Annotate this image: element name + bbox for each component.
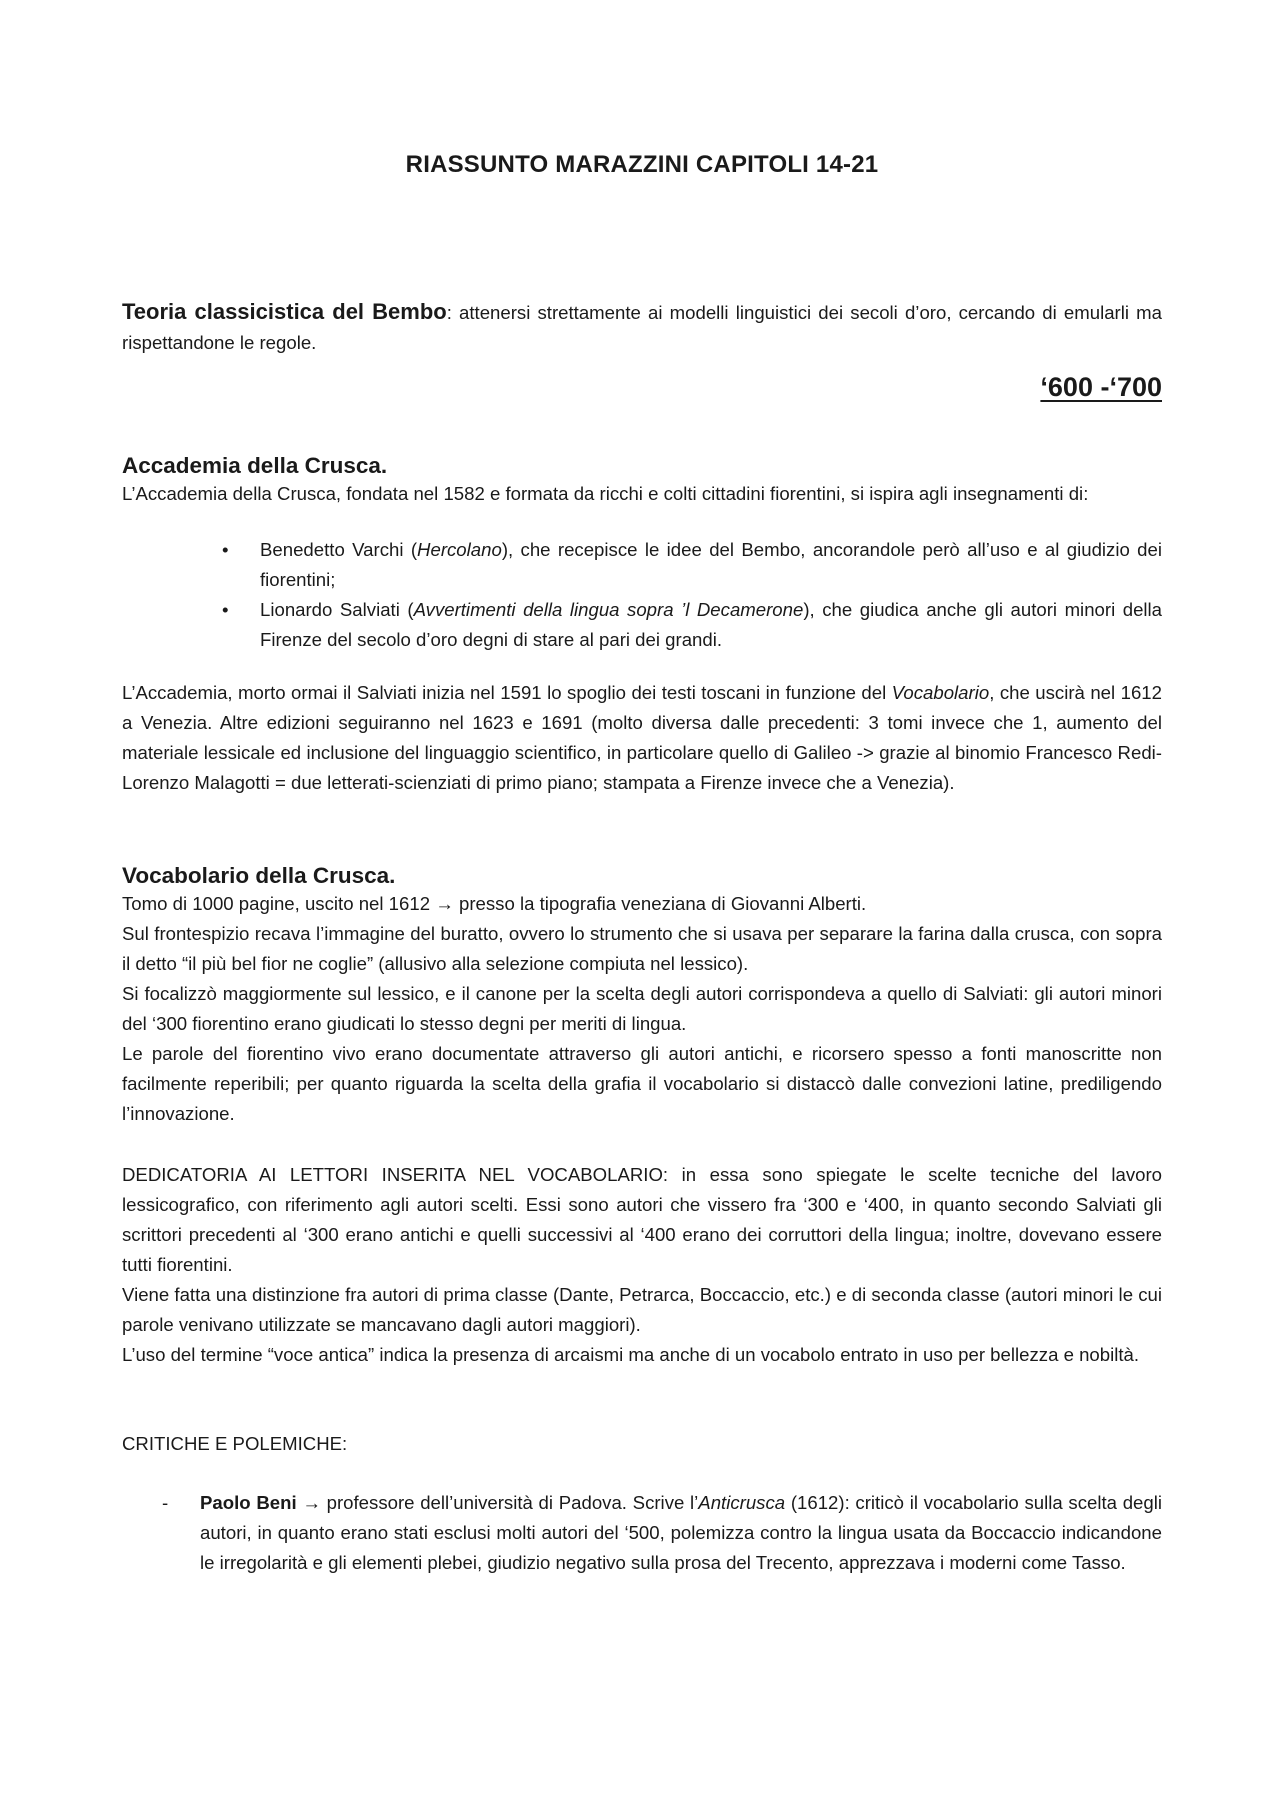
accademia-intro: L’Accademia della Crusca, fondata nel 1582 e formata da ricchi e colti cittadini fiorentini, si ispira agli insegnamenti di:	[122, 483, 1089, 504]
vocabolario-italic: Vocabolario	[891, 682, 990, 703]
work-title: Avvertimenti della lingua sopra ’l Decamerone	[413, 599, 804, 620]
critiche-list	[162, 1488, 1162, 1578]
period-heading: ‘600 -‘700	[1040, 372, 1162, 402]
intro-paragraph	[122, 297, 1162, 358]
vocabolario-line: Tomo di 1000 pagine, uscito nel 1612 → presso la tipografia veneziana di Giovanni Alberti.	[122, 893, 867, 914]
accademia-bullet-list	[222, 535, 1162, 655]
document-title: RIASSUNTO MARAZZINI CAPITOLI 14-21	[405, 151, 879, 178]
accademia-paragraph: L’Accademia, morto ormai il Salviati inizia nel 1591 lo spoglio dei testi toscani in funzione del Vocabolario, che uscirà nel 1612 a Venezia. Altre edizioni seguiranno nel 1623 e 1691 (molto diversa dalle precedenti: 3 tomi invece che 1, aumento del materiale lessicale ed inclusione del linguaggio scientifico, in particolare quello di Galileo -> grazie al binomio Francesco Redi-Lorenzo Malagotti = due letterati-scienziati di primo piano; stampata a Firenze invece che a Venezia).	[122, 682, 1162, 793]
vocabolario-line: Si focalizzò maggiormente sul lessico, e il canone per la scelta degli autori corrispondeva a quello di Salviati: gli autori minori del ‘300 fiorentino erano giudicati lo stesso degni per meriti di lingua.	[122, 983, 1162, 1034]
list-item: • Lionardo Salviati (Avvertimenti della lingua sopra ’l Decamerone), che giudica anche gli autori minori della Firenze del secolo d’oro degni di stare al pari dei grandi.	[222, 595, 1162, 655]
arrow-icon: →	[296, 1492, 327, 1513]
critic-name: Paolo Beni	[200, 1492, 297, 1513]
dash-symbol: -	[162, 1492, 169, 1513]
intro-text: : attenersi strettamente ai modelli linguistici dei secoli d’oro, cercando di emularli ma rispettandone le regole.	[122, 302, 1163, 353]
dedicatoria-line: DEDICATORIA AI LETTORI INSERITA NEL VOCABOLARIO: in essa sono spiegate le scelte tecniche del lavoro lessicografico, con riferimento agli autori scelti. Essi sono autori che vissero fra ‘300 e ‘400, in quanto secondo Salviati gli scrittori precedenti al ‘300 erano antichi e quelli successivi al ‘400 erano dei corruttori della lingua; inoltre, dovevano essere tutti fiorentini.	[122, 1164, 1162, 1275]
accademia-title: Accademia della Crusca.	[122, 453, 388, 478]
vocabolario-body	[122, 889, 1162, 1129]
list-item: - Paolo Beni → professore dell’università di Padova. Scrive l’Anticrusca (1612): criticò il vocabolario sulla scelta degli autori, in quanto erano stati esclusi molti autori del ‘500, polemizza contro la lingua usata da Boccaccio indicandone le irregolarità e gli elementi plebei, giudizio negativo sulla prosa del Trecento, apprezzava i moderni come Tasso.	[162, 1488, 1162, 1578]
critiche-heading: CRITICHE E POLEMICHE:	[122, 1433, 348, 1454]
dedicatoria-line: Viene fatta una distinzione fra autori di prima classe (Dante, Petrarca, Boccaccio, etc.) e di seconda classe (autori minori le cui parole venivano utilizzate se mancavano dagli autori maggiori).	[122, 1284, 1162, 1335]
bullet-symbol: •	[222, 599, 229, 620]
vocabolario-line: Sul frontespizio recava l’immagine del buratto, ovvero lo strumento che si usava per separare la farina dalla crusca, con sopra il detto “il più bel fior ne coglie” (allusivo alla selezione compiuta nel lessico).	[122, 923, 1162, 974]
vocabolario-title: Vocabolario della Crusca.	[122, 863, 396, 888]
work-title: Hercolano	[417, 539, 502, 560]
work-title: Anticrusca	[698, 1492, 786, 1513]
intro-lead: Teoria classicistica del Bembo	[122, 299, 447, 324]
bullet-symbol: •	[222, 539, 229, 560]
dedicatoria-line: L’uso del termine “voce antica” indica la presenza di arcaismi ma anche di un vocabolo entrato in uso per bellezza e nobiltà.	[122, 1344, 1140, 1365]
vocabolario-line: Le parole del fiorentino vivo erano documentate attraverso gli autori antichi, e ricorsero spesso a fonti manoscritte non facilmente reperibili; per quanto riguarda la scelta della grafia il vocabolario si distaccò dalle convezioni latine, prediligendo l’innovazione.	[122, 1043, 1162, 1124]
dedicatoria-body	[122, 1160, 1162, 1370]
list-item: • Benedetto Varchi (Hercolano), che recepisce le idee del Bembo, ancorandole però all’uso e al giudizio dei fiorentini;	[222, 535, 1162, 595]
